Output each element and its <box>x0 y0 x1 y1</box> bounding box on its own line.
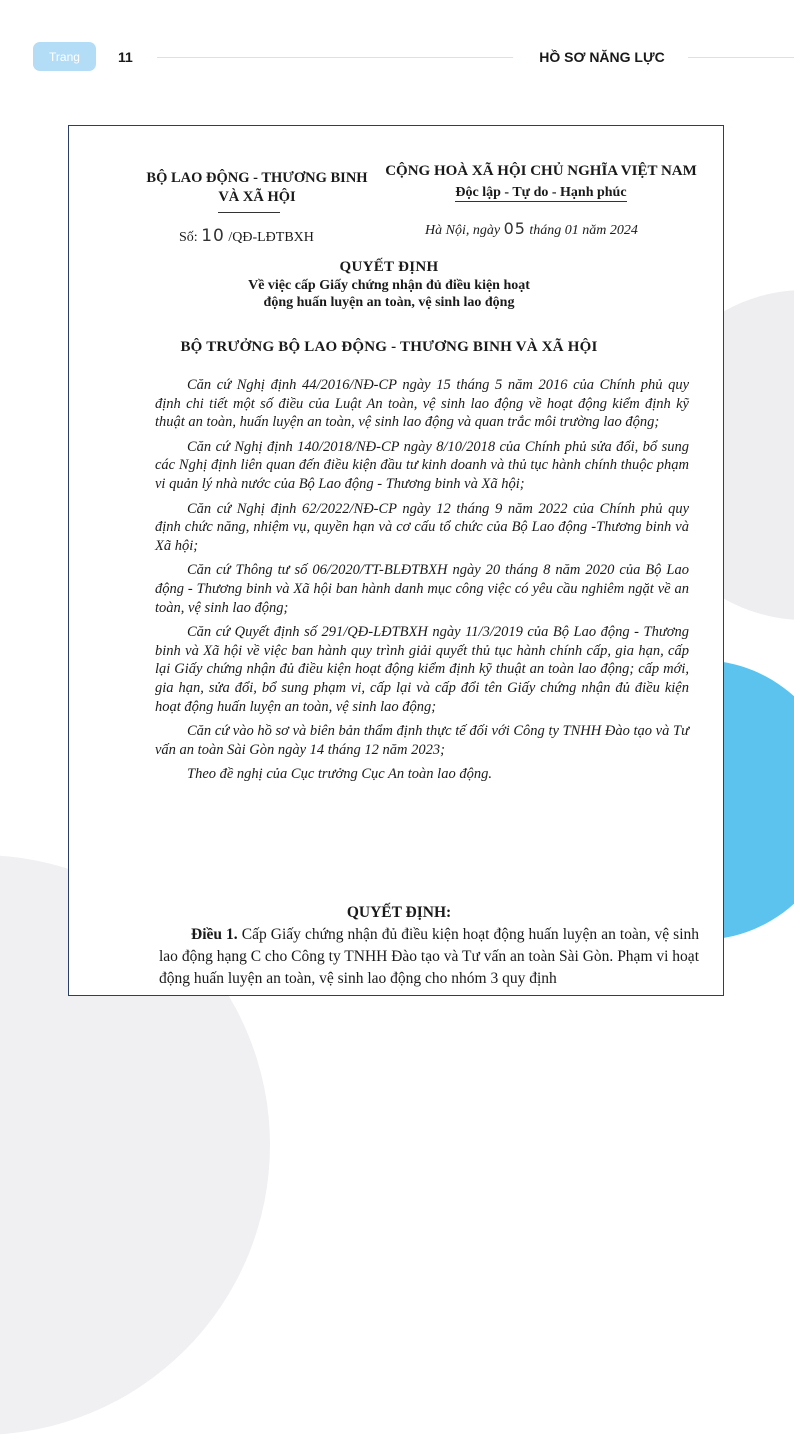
date-day: 05 <box>503 219 526 238</box>
page-label-badge: Trang <box>33 42 96 71</box>
ministry-underline <box>218 212 280 213</box>
national-title: CỘNG HOÀ XÃ HỘI CHỦ NGHĨA VIỆT NAM <box>385 163 697 179</box>
decision-heading: QUYẾT ĐỊNH: <box>346 904 452 921</box>
national-motto: Độc lập - Tự do - Hạnh phúc <box>455 185 627 200</box>
decision-subject: Về việc cấp Giấy chứng nhận đủ điều kiện hoạt động huấn luyện an toàn, vệ sinh lao động <box>248 278 530 310</box>
place-date-suffix: tháng 01 năm 2024 <box>529 223 638 238</box>
number-label: Số: <box>179 230 198 245</box>
legal-basis-item: Căn cứ Thông tư số 06/2020/TT-BLĐTBXH ngày 20 tháng 8 năm 2020 của Bộ Lao động - Thương binh và Xã hội ban hành danh mục công việc có yêu cầu nghiêm ngặt về an toàn, vệ sinh lao động; <box>155 562 689 616</box>
article-text: Cấp Giấy chứng nhận đủ điều kiện hoạt động huấn luyện an toàn, vệ sinh lao động hạng C cho Công ty TNHH Đào tạo và Tư vấn an toàn Sài Gòn. Phạm vi hoạt động huấn luyện an toàn, vệ sinh lao động cho nhóm 3 quy định <box>159 926 700 987</box>
place-date-prefix: Hà Nội, ngày <box>425 223 501 238</box>
header-divider-right <box>688 57 794 58</box>
legal-basis-item: Căn cứ Nghị định 62/2022/NĐ-CP ngày 12 tháng 9 năm 2022 của Chính phủ quy định chức năng, nhiệm vụ, quyền hạn và cơ cấu tổ chức của Bộ Lao động -Thương binh và Xã hội; <box>155 500 689 554</box>
page-number: 11 <box>118 49 133 65</box>
scanned-decision-document <box>68 125 724 996</box>
legal-basis-item: Căn cứ Quyết định số 291/QĐ-LĐTBXH ngày 11/3/2019 của Bộ Lao động - Thương binh và Xã hội về việc ban hành quy trình giải quyết thủ tục hành chính cấp, gia hạn, cấp lại Giấy chứng nhận đủ điều kiện hoạt động kiểm định kỹ thuật an toàn lao động; cấp mới, gia hạn, sửa đổi, bổ sung phạm vi, cấp lại và cấp đổi tên Giấy chứng nhận đủ điều kiện hoạt động huấn luyện an toàn, vệ sinh lao động; <box>155 624 689 715</box>
place-and-date <box>425 219 638 239</box>
number-value: 10 <box>201 226 225 246</box>
legal-bases <box>155 376 689 790</box>
header-divider <box>157 57 513 58</box>
article-1 <box>159 924 699 990</box>
issuing-ministry: BỘ LAO ĐỘNG - THƯƠNG BINH VÀ XÃ HỘI <box>146 170 368 205</box>
legal-basis-item: Căn cứ Nghị định 140/2018/NĐ-CP ngày 8/10/2018 của Chính phủ sửa đổi, bổ sung các Nghị định liên quan đến điều kiện đầu tư kinh doanh và thủ tục hành chính thuộc phạm vi quản lý nhà nước của Bộ Lao động - Thương binh và Xã hội; <box>155 438 689 492</box>
legal-basis-item: Căn cứ vào hồ sơ và biên bản thẩm định thực tế đối với Công ty TNHH Đào tạo và Tư vấn an toàn Sài Gòn ngày 14 tháng 12 năm 2023; <box>155 723 689 758</box>
article-label: Điều 1. <box>191 926 238 943</box>
number-suffix: /QĐ-LĐTBXH <box>228 230 314 245</box>
legal-basis-item: Theo đề nghị của Cục trưởng Cục An toàn lao động. <box>187 766 492 783</box>
decision-title: QUYẾT ĐỊNH <box>339 259 439 275</box>
header-title: HỒ SƠ NĂNG LỰC <box>539 49 665 65</box>
minister-title: BỘ TRƯỞNG BỘ LAO ĐỘNG - THƯƠNG BINH VÀ XÃ HỘI <box>180 339 598 355</box>
document-number <box>179 226 314 246</box>
legal-basis-item: Căn cứ Nghị định 44/2016/NĐ-CP ngày 15 tháng 5 năm 2016 của Chính phủ quy định chi tiết một số điều của Luật An toàn, vệ sinh lao động về hoạt động kiểm định kỹ thuật an toàn, huấn luyện an toàn, vệ sinh lao động và quan trắc môi trường lao động; <box>155 377 689 431</box>
